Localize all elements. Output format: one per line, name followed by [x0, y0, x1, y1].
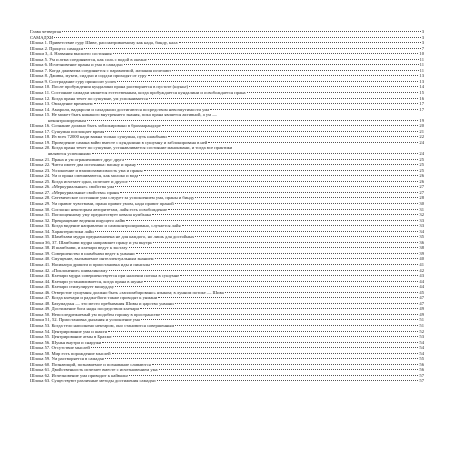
toc-entry-title: Шлока 48. Бахумадхья — это место пребывания Шивы и царство унмани: [30, 300, 174, 306]
toc-entry-title: Шлока 21. Прана и ум ограничивают друг друга: [30, 156, 125, 162]
toc-entry-page-number: 25: [419, 167, 424, 173]
toc-entry-title: Шлока 63. Существуют различные методы достижения самадхи: [30, 378, 156, 384]
dot-leader: [120, 192, 418, 193]
toc-entry-title: Шлока 19. Проведение самана вайю вместе с кундалини в сушумну и заблокирована в ней: [30, 139, 208, 145]
toc-entry-page-number: 20: [419, 123, 424, 129]
toc-entry-title: Шлока 46. Отверстие сушумны должно быть «запломбировано» языком; в лунном потоке — Шива: [30, 289, 224, 295]
toc-entry-title: являются успешными: [48, 151, 91, 157]
toc-entry-page-number: 11: [419, 67, 424, 73]
toc-entry-page-number: 33: [419, 217, 424, 223]
dot-leader: [149, 98, 419, 99]
dot-leader: [94, 103, 419, 104]
toc-entry-title: Шлока 53. Когда тело наполнено нектаром, оно становится совершенным: [30, 322, 175, 328]
toc-entry-title: Шлока 62. Исчезновение ума приводит к кайвалье: [30, 372, 129, 378]
dot-leader: [157, 380, 419, 381]
toc-entry-title: Шлока 28. Саттвическое состояние ума следует за успокоением ума, праны и бинду: [30, 195, 195, 201]
dot-leader: [152, 364, 419, 365]
toc-entry-page-number: 40: [419, 256, 424, 262]
toc-entry-page-number: 35: [419, 234, 424, 240]
dot-leader: [102, 342, 418, 343]
dot-leader: [175, 325, 418, 326]
toc-entry-page-number: 26: [419, 173, 424, 179]
toc-entry-title: Шлока 6. Исчезновение праны и ума в самадхи: [30, 62, 123, 68]
toc-entry-page-number: 52: [419, 328, 424, 334]
dot-leader: [108, 331, 418, 332]
toc-entry-title: Шлока 9. Сострадание гуру приносит успех: [30, 78, 117, 84]
dot-leader: [153, 242, 418, 243]
toc-entry-title: Шлока 16. Сознание должно быть заблокировано в брахмарандхре: [30, 123, 161, 129]
toc-entry-title: Шлока 11. Состояние самадхи является естественным, когда пробуждается кундалини и освобождается прана: [30, 90, 246, 96]
toc-entry-title: Шлока 43. Кхечари мудра совершенствуется при наличии потока в сушумне: [30, 273, 180, 279]
toc-entry-title: Шлока 8. Дживы, мукти, сиддхи и сиддхи приходят от гуру: [30, 73, 147, 79]
toc-entry-page-number: 24: [419, 139, 424, 145]
toc-entry-title: Шлоки 3, 4. Названия высшего состояния: [30, 51, 112, 57]
toc-entry-page-number: 34: [419, 228, 424, 234]
dot-leader: [225, 292, 419, 293]
dot-leader: [152, 214, 418, 215]
toc-entry-title: Шлока 10. После пробуждения кундалини прана растворяется в пустоте (шунье): [30, 84, 189, 90]
dot-leader: [168, 209, 418, 210]
toc-entry-title: Шлока 23. Успокоение и взаимозависимость ума и праны: [30, 167, 143, 173]
toc-entry-page-number: 7: [421, 45, 424, 51]
dot-leader: [144, 281, 418, 282]
toc-entry-title: Шлока 7. Когда дживатма соединяется с параматмой, желания исчезают: [30, 67, 172, 73]
dot-leader: [115, 286, 418, 287]
dot-leader: [92, 153, 419, 154]
toc-entry-title: Шлока 50. Непоследрежаемый ум подобен горшку в пространстве: [30, 311, 161, 317]
dot-leader: [168, 136, 419, 137]
dot-leader: [175, 303, 419, 304]
toc-entry-title: Шлока 38. И шамбхави, и кхечари ведут к экстазу: [30, 245, 128, 251]
toc-entry-page-number: 47: [419, 295, 424, 301]
dot-leader: [54, 37, 420, 38]
dot-leader: [144, 170, 419, 171]
toc-entry-title: Шлока 56. Шунья внутри и снаружи: [30, 339, 102, 345]
toc-entry-title: Шлока 13. Овладение временем: [30, 101, 93, 107]
dot-leader: [136, 253, 419, 254]
toc-entry-page-number: 14: [419, 84, 424, 90]
dot-leader: [162, 125, 419, 126]
toc-entry-title: Шлока 59. Ум растворяется в самадхи: [30, 356, 105, 362]
dot-leader: [129, 247, 419, 248]
dot-leader: [62, 31, 421, 32]
toc-entry-page-number: 3: [421, 34, 424, 40]
toc-entry-title: Шлока 2. Процесс самадхи: [30, 45, 84, 51]
dot-leader: [91, 347, 419, 348]
toc-entry-page-number: 22: [419, 134, 424, 140]
toc-entry-page-number: 28: [419, 195, 424, 201]
toc-entry-page-number: 54: [419, 339, 424, 345]
toc-entry-page-number: 54: [419, 345, 424, 351]
toc-entry-page-number: 3: [421, 29, 424, 34]
toc-entry-title: Шлока 45. Кхечари стимулирует вишуддху: [30, 284, 115, 290]
toc-entry-title: Шлока 17. Сушумна поглощает время: [30, 128, 105, 134]
dot-leader: [129, 375, 418, 376]
dot-leader: [151, 264, 418, 265]
dot-leader: [179, 42, 421, 43]
toc-entry-title: Шлока 29. Ум правит чувствами, прана правит умом, нада правит праной: [30, 200, 174, 206]
dot-leader: [105, 358, 418, 359]
toc-entry-page-number: 45: [419, 289, 424, 295]
toc-entry-title: Шлока 33. Когда видение направлено и самоконтролировано, случается лайя: [30, 223, 181, 229]
dot-leader: [247, 92, 419, 93]
toc-entry-page-number: 19: [419, 117, 424, 123]
dot-leader: [105, 131, 418, 132]
toc-entry-page-number: 53: [419, 334, 424, 340]
toc-entry-title: Шлока 60. Познающий, познаваемое и познавание сливаются: [30, 361, 151, 367]
toc-entry-page-number: 56: [419, 361, 424, 367]
dot-leader: [195, 197, 418, 198]
dot-leader: [84, 48, 421, 49]
toc-entry-title: Шлока 25. Когда исчезает одно, исчезает и другое: [30, 178, 128, 184]
toc-entry-title: Глава четвертая: [30, 29, 61, 34]
toc-entry-title: Шлока 15. Не может быть никакого внутреннего знания, пока прана является активной, а ум —: [30, 112, 217, 118]
toc-entry-page-number: 32: [419, 212, 424, 218]
dot-leader: [159, 369, 419, 370]
dot-leader: [189, 86, 418, 87]
toc-entry-title: Шлока 41. Насикагра дришти и приостановка иды и пингалы: [30, 261, 151, 267]
toc-entry-title: Шлока 47. Когда кхечари и раджа-йоги также проводят к унмани: [30, 295, 158, 301]
toc-entry-page-number: 21: [419, 128, 424, 134]
toc-entry-title: неконтролируемым: [48, 117, 87, 123]
toc-entry-page-number: 57: [419, 378, 424, 384]
toc-entry-title: Шлока 12. Когда прана течет по сушумне, ум успокаивается: [30, 95, 148, 101]
dot-leader: [125, 159, 418, 160]
dot-leader: [87, 120, 418, 121]
toc-entry-title: Шлока 58. Мир есть порождение мыслей: [30, 350, 111, 356]
toc-entry-title: Шлока 42. «Поклонение» шивалингаму: [30, 267, 108, 273]
dot-leader: [148, 75, 419, 76]
toc-entry-title: Шлока 20. Когда прана течет по сушумне, устанавливается состояние манонмани, и тогда все практики: [30, 145, 233, 151]
dot-leader: [129, 181, 419, 182]
dot-leader: [141, 319, 418, 320]
dot-leader: [109, 270, 419, 271]
toc-entry-page-number: 15: [419, 90, 424, 96]
toc-entry-page-number: 43: [419, 273, 424, 279]
dot-leader: [140, 308, 418, 309]
toc-entry-page-number: 17: [419, 101, 424, 107]
dot-leader: [195, 236, 418, 237]
toc-entry-title: Шлоки 51, 52. Приостановка дыхания и успокоение ума: [30, 317, 140, 323]
toc-entry-page-number: 42: [419, 267, 424, 273]
dot-leader: [139, 175, 418, 176]
toc-entry-title: Шлока 22. Читта имеет два источника: васану и прану: [30, 162, 137, 168]
dot-leader: [208, 142, 418, 143]
toc-entry-page-number: 44: [419, 278, 424, 284]
toc-entry-title: Шлока 57. Отсутствие мыслей: [30, 345, 90, 351]
toc-entry-page-number: 27: [419, 184, 424, 190]
dot-leader: [124, 64, 419, 65]
toc-entry-title: Шлока 49. Достижение бога нады посредством кхечари: [30, 306, 139, 312]
toc-entry-page-number: 38: [419, 245, 424, 251]
toc-entry-page-number: 31: [419, 206, 424, 212]
toc-entry-page-number: 3: [421, 40, 424, 46]
table-of-contents: [30, 29, 424, 384]
dot-leader: [180, 275, 418, 276]
toc-entry-page-number: 16: [419, 95, 424, 101]
dot-leader: [115, 186, 418, 187]
toc-entry[interactable]: [30, 378, 424, 384]
toc-entry-page-number: 25: [419, 162, 424, 168]
toc-entry-title: Шлока 55. Центрирование атмы в Брахме: [30, 334, 112, 340]
dot-leader: [117, 81, 418, 82]
toc-entry-page-number: 55: [419, 356, 424, 362]
toc-entry-page-number: 49: [419, 306, 424, 312]
toc-entry-page-number: 44: [419, 284, 424, 290]
toc-entry-page-number: 39: [419, 250, 424, 256]
toc-entry-title: Шлока 1. Приветствие гуру Шиве, рассматриваемому как нада, бинду, кала: [30, 40, 178, 46]
toc-entry-page-number: 51: [419, 317, 424, 323]
toc-entry-title: Шлока 32. Прекращение ведения ищущего лайю: [30, 217, 126, 223]
toc-entry-page-number: 33: [419, 223, 424, 229]
toc-entry-title: Шлока 18. Из всех 72000 нади важна только сушумна, путь шамбхави: [30, 134, 167, 140]
dot-leader: [95, 231, 419, 232]
toc-entry-title: Шлока 31. Поглощенному уму предшествует кевала кумбхака: [30, 212, 151, 218]
toc-entry-page-number: 30: [419, 200, 424, 206]
toc-entry-title: Шлока 26. «Меркуриальные» свойства ума: [30, 184, 115, 190]
dot-leader: [161, 314, 418, 315]
dot-leader: [113, 53, 419, 54]
dot-leader: [172, 70, 418, 71]
toc-entry-page-number: 13: [419, 73, 424, 79]
toc-entry-page-number: 51: [419, 322, 424, 328]
toc-entry-page-number: 41: [419, 261, 424, 267]
toc-entry-page-number: 13: [419, 78, 424, 84]
toc-entry-page-number: 54: [419, 350, 424, 356]
toc-entry-title: Шлока 27. «Меркуриальные свойства» праны: [30, 189, 120, 195]
dot-leader: [137, 164, 418, 165]
toc-entry-title: Шлока 24. Ум и прана смешиваются, как молоко и вода: [30, 173, 139, 179]
dot-leader: [126, 220, 418, 221]
toc-entry-page-number: 24: [419, 151, 424, 157]
dot-leader: [155, 258, 419, 259]
dot-leader: [112, 353, 419, 354]
toc-entry-title: Шлока 5. Ум и атма соединяются, как соль с водой в океане: [30, 56, 147, 62]
dot-leader: [182, 225, 419, 226]
toc-entry-page-number: 17: [419, 106, 424, 112]
dot-leader: [113, 336, 419, 337]
dot-leader: [158, 297, 418, 298]
toc-entry-page-number: 47: [419, 300, 424, 306]
dot-leader: [210, 109, 418, 110]
toc-entry-page-number: 36: [419, 239, 424, 245]
toc-entry-title: Шлока 44. Кхечари устанавливается, когда прана в шунье: [30, 278, 144, 284]
toc-entry-title: Шлока 14. Амароли, ваджроли и сахаджоли достигаются посредством невозмутимости ума: [30, 106, 210, 112]
toc-entry-page-number: 57: [419, 372, 424, 378]
toc-entry-title: САМАДХИ: [30, 34, 54, 40]
toc-entry-title: Шлока 35. Шамбхави мудра предназначена не для каждого, но лишь для достойных: [30, 234, 195, 240]
toc-entry-title: Шлока 39. Совершенство в шамбхави ведет к унмани: [30, 250, 135, 256]
toc-entry-page-number: 10: [419, 51, 424, 57]
toc-entry-title: Шлока 61. Двойственность исчезает вместе с исчезновением ума: [30, 367, 158, 373]
toc-entry-title: Шлоки 36, 37. Шамбхави мудра направляет прану и ум внутрь: [30, 239, 153, 245]
toc-entry-page-number: 27: [419, 189, 424, 195]
dot-leader: [175, 203, 419, 204]
toc-entry-title: Шлока 40. Смущение, вызываемое интеллектуальным знанием: [30, 256, 154, 262]
toc-entry-page-number: 25: [419, 156, 424, 162]
toc-entry-page-number: 11: [419, 62, 424, 68]
toc-entry-title: Шлока 54. Центрирование ума и шакти: [30, 328, 108, 334]
toc-entry-title: Шлока 34. Характеристики лайи: [30, 228, 94, 234]
toc-entry-page-number: 26: [419, 178, 424, 184]
toc-entry-page-number: 56: [419, 367, 424, 373]
toc-entry-page-number: 11: [419, 56, 424, 62]
toc-entry-page-number: 49: [419, 311, 424, 317]
toc-entry-title: Шлока 30. Согласно некоторым авторитетам, лайя есть освобождение: [30, 206, 168, 212]
dot-leader: [148, 59, 419, 60]
